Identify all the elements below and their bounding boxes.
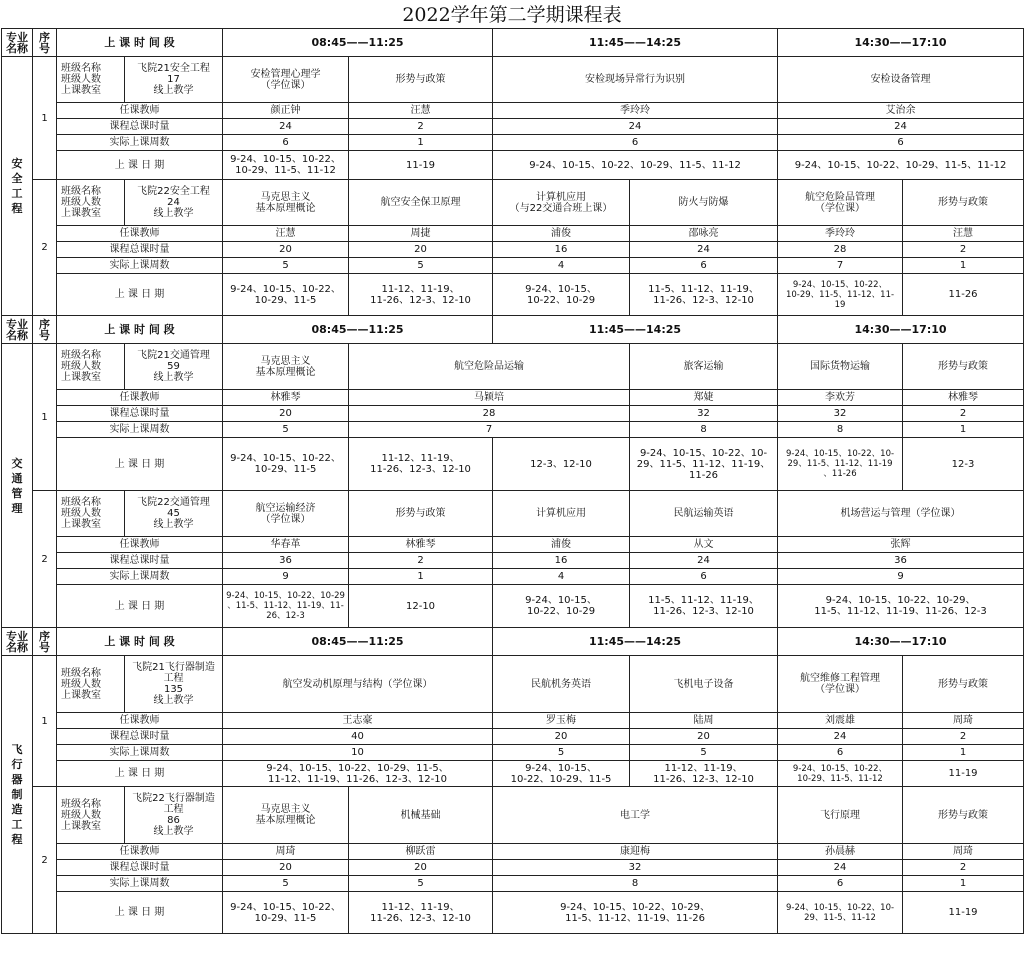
section-header-row [2,628,1024,656]
teacher-cell: 马颖培 [349,390,630,406]
hours-row [2,119,1024,135]
dates-cell: 9-24、10-15、10-22、 10-29、11-5、11-12 [223,151,349,180]
dates-cell: 9-24、10-15、10-22、10-29、 11-5、11-12、11-19、11-26 [493,892,778,934]
weeks-cell: 7 [778,258,903,274]
weeks-cell: 5 [493,745,630,761]
class-labels: 班级名称 班级人数 上课教室 [57,491,125,537]
teacher-cell: 从文 [630,537,778,553]
hours-cell: 2 [903,860,1024,876]
class-info: 飞院22交通管理 45 线上教学 [125,491,223,537]
course-row [2,344,1024,390]
hours-cell: 24 [630,242,778,258]
dates-cell: 11-5、11-12、11-19、 11-26、12-3、12-10 [630,274,778,316]
teacher-cell: 刘震雄 [778,713,903,729]
weeks-cell: 1 [349,135,493,151]
hours-cell: 16 [493,242,630,258]
dates-cell: 12-3 [903,438,1024,491]
weeks-cell: 9 [223,569,349,585]
hours-cell: 2 [903,729,1024,745]
course-name: 安检设备管理 [778,57,1024,103]
course-name: 形势与政策 [903,344,1024,390]
weeks-row [2,569,1024,585]
course-name: 航空发动机原理与结构（学位课） [223,656,493,713]
course-name: 机械基础 [349,787,493,844]
hours-cell: 20 [349,860,493,876]
weeks-cell: 8 [493,876,778,892]
major-header: 专业 名称 [2,29,33,57]
hours-cell: 24 [223,119,349,135]
teacher-cell: 周捷 [349,226,493,242]
hours-cell: 20 [630,729,778,745]
slot-midday-header: 11:45——14:25 [493,316,778,344]
row-label: 实际上课周数 [57,135,223,151]
hours-cell: 32 [493,860,778,876]
row-label: 任课教师 [57,103,223,119]
row-label: 上 课 日 期 [57,151,223,180]
weeks-cell: 10 [223,745,493,761]
dates-cell: 9-24、10-15、10-22、10- 29、11-5、11-12 [778,892,903,934]
dates-cell: 11-12、11-19、 11-26、12-3、12-10 [349,892,493,934]
dates-row [2,892,1024,934]
class-info: 飞院21安全工程 17 线上教学 [125,57,223,103]
dates-cell: 11-19 [349,151,493,180]
seq-header: 序 号 [33,316,57,344]
weeks-cell: 1 [903,258,1024,274]
dates-cell: 9-24、10-15、10-22、10- 29、11-5、11-12、11-19、 11-26 [630,438,778,491]
major-name: 交 通 管 理 [2,344,33,628]
course-name: 飞行原理 [778,787,903,844]
row-label: 上 课 日 期 [57,761,223,787]
teacher-cell: 浦俊 [493,226,630,242]
hours-row [2,860,1024,876]
row-label: 任课教师 [57,390,223,406]
teacher-row [2,844,1024,860]
hours-row [2,242,1024,258]
course-row [2,656,1024,713]
slot-midday-header: 11:45——14:25 [493,628,778,656]
hours-cell: 28 [349,406,630,422]
course-name: 民航机务英语 [493,656,630,713]
course-name: 飞机电子设备 [630,656,778,713]
teacher-cell: 艾治余 [778,103,1024,119]
course-name: 形势与政策 [349,57,493,103]
dates-cell: 12-3、12-10 [493,438,630,491]
course-name: 马克思主义 基本原理概论 [223,344,349,390]
teacher-cell: 林雅琴 [349,537,493,553]
weeks-cell: 6 [630,569,778,585]
course-name: 计算机应用 [493,491,630,537]
weeks-cell: 6 [223,135,349,151]
row-label: 实际上课周数 [57,422,223,438]
class-seq: 2 [33,787,57,934]
row-label: 任课教师 [57,844,223,860]
course-name: 马克思主义 基本原理概论 [223,180,349,226]
dates-cell: 9-24、10-15、 10-22、10-29、11-5 [493,761,630,787]
weeks-cell: 6 [493,135,778,151]
row-label: 任课教师 [57,713,223,729]
class-labels: 班级名称 班级人数 上课教室 [57,180,125,226]
teacher-row [2,390,1024,406]
weeks-cell: 5 [349,876,493,892]
hours-cell: 36 [778,553,1024,569]
hours-cell: 40 [223,729,493,745]
dates-cell: 9-24、10-15、10-22、10-29、11-5、 11-12、11-19、11-26、12-3、12-10 [223,761,493,787]
row-label: 课程总课时量 [57,860,223,876]
weeks-cell: 6 [778,876,903,892]
class-seq: 1 [33,656,57,787]
weeks-cell: 5 [349,258,493,274]
hours-cell: 24 [493,119,778,135]
teacher-cell: 颜正钟 [223,103,349,119]
slot-midday-header: 11:45——14:25 [493,29,778,57]
course-name: 机场营运与管理（学位课） [778,491,1024,537]
row-label: 实际上课周数 [57,745,223,761]
period-header: 上 课 时 间 段 [57,628,223,656]
dates-cell: 11-19 [903,761,1024,787]
teacher-row [2,537,1024,553]
dates-cell: 9-24、10-15、10-22、 10-29、11-5 [223,892,349,934]
row-label: 上 课 日 期 [57,274,223,316]
class-labels: 班级名称 班级人数 上课教室 [57,57,125,103]
weeks-cell: 5 [630,745,778,761]
course-name: 防火与防爆 [630,180,778,226]
dates-cell: 9-24、10-15、10-22、10-29 、11-5、11-12、11-19、11- 26、12-3 [223,585,349,628]
course-name: 旅客运输 [630,344,778,390]
major-name: 安 全 工 程 [2,57,33,316]
teacher-cell: 郑婕 [630,390,778,406]
teacher-cell: 林雅琴 [223,390,349,406]
teacher-cell: 汪慧 [903,226,1024,242]
teacher-row [2,713,1024,729]
slot-morning-header: 08:45——11:25 [223,29,493,57]
weeks-row [2,876,1024,892]
course-name: 航空维修工程管理 （学位课） [778,656,903,713]
hours-cell: 24 [778,860,903,876]
weeks-cell: 4 [493,258,630,274]
weeks-cell: 5 [223,422,349,438]
hours-cell: 32 [630,406,778,422]
course-name: 安检管理心理学 （学位课） [223,57,349,103]
hours-cell: 24 [778,119,1024,135]
teacher-cell: 康迎梅 [493,844,778,860]
class-labels: 班级名称 班级人数 上课教室 [57,344,125,390]
dates-cell: 9-24、10-15、10-22、10- 29、11-5、11-12、11-19 、11-26 [778,438,903,491]
course-name: 航空危险品运输 [349,344,630,390]
teacher-cell: 张辉 [778,537,1024,553]
class-labels: 班级名称 班级人数 上课教室 [57,787,125,844]
section-header-row [2,29,1024,57]
weeks-cell: 5 [223,876,349,892]
dates-cell: 9-24、10-15、10-22、 10-29、11-5、11-12 [778,761,903,787]
teacher-cell: 罗玉梅 [493,713,630,729]
dates-row [2,585,1024,628]
weeks-cell: 1 [903,745,1024,761]
dates-row [2,761,1024,787]
course-name: 形势与政策 [903,656,1024,713]
hours-cell: 20 [349,242,493,258]
course-name: 形势与政策 [349,491,493,537]
course-name: 航空安全保卫原理 [349,180,493,226]
row-label: 实际上课周数 [57,258,223,274]
weeks-cell: 4 [493,569,630,585]
course-row [2,180,1024,226]
course-name: 计算机应用 （与22交通合班上课） [493,180,630,226]
dates-cell: 9-24、10-15、10-22、10-29、11-5、11-12 [493,151,778,180]
weeks-cell: 7 [349,422,630,438]
class-seq: 2 [33,491,57,628]
dates-cell: 11-19 [903,892,1024,934]
course-name: 电工学 [493,787,778,844]
dates-cell: 11-26 [903,274,1024,316]
hours-cell: 2 [903,242,1024,258]
weeks-row [2,258,1024,274]
teacher-cell: 孙晨赫 [778,844,903,860]
dates-cell: 9-24、10-15、10-22、 10-29、11-5、11-12、11- 19 [778,274,903,316]
course-name: 安检现场异常行为识别 [493,57,778,103]
slot-afternoon-header: 14:30——17:10 [778,316,1024,344]
period-header: 上 课 时 间 段 [57,316,223,344]
course-name: 航空运输经济 （学位课） [223,491,349,537]
hours-cell: 32 [778,406,903,422]
teacher-cell: 陆周 [630,713,778,729]
course-name: 马克思主义 基本原理概论 [223,787,349,844]
weeks-row [2,422,1024,438]
hours-cell: 20 [493,729,630,745]
teacher-cell: 林雅琴 [903,390,1024,406]
weeks-cell: 5 [223,258,349,274]
course-row [2,57,1024,103]
class-seq: 1 [33,57,57,180]
dates-cell: 9-24、10-15、10-22、10-29、 11-5、11-12、11-19、11-26、12-3 [778,585,1024,628]
dates-row [2,438,1024,491]
slot-morning-header: 08:45——11:25 [223,628,493,656]
teacher-cell: 邵咏亮 [630,226,778,242]
major-header: 专业 名称 [2,316,33,344]
hours-cell: 2 [349,119,493,135]
weeks-cell: 6 [778,135,1024,151]
dates-cell: 9-24、10-15、 10-22、10-29 [493,274,630,316]
dates-cell: 9-24、10-15、10-22、 10-29、11-5 [223,438,349,491]
teacher-row [2,103,1024,119]
teacher-cell: 王志豪 [223,713,493,729]
dates-cell: 11-12、11-19、 11-26、12-3、12-10 [630,761,778,787]
dates-cell: 11-5、11-12、11-19、 11-26、12-3、12-10 [630,585,778,628]
weeks-cell: 1 [903,876,1024,892]
hours-cell: 20 [223,860,349,876]
weeks-cell: 9 [778,569,1024,585]
weeks-cell: 6 [630,258,778,274]
teacher-row [2,226,1024,242]
class-info: 飞院21交通管理 59 线上教学 [125,344,223,390]
weeks-row [2,135,1024,151]
dates-row [2,274,1024,316]
teacher-cell: 季玲玲 [493,103,778,119]
teacher-cell: 李欢芳 [778,390,903,406]
course-name: 国际货物运输 [778,344,903,390]
row-label: 课程总课时量 [57,406,223,422]
teacher-cell: 季玲玲 [778,226,903,242]
teacher-cell: 汪慧 [223,226,349,242]
hours-cell: 24 [630,553,778,569]
row-label: 上 课 日 期 [57,438,223,491]
teacher-cell: 周琦 [903,713,1024,729]
course-name: 形势与政策 [903,180,1024,226]
hours-cell: 16 [493,553,630,569]
weeks-row [2,745,1024,761]
weeks-cell: 1 [903,422,1024,438]
teacher-cell: 浦俊 [493,537,630,553]
teacher-cell: 汪慧 [349,103,493,119]
row-label: 实际上课周数 [57,876,223,892]
major-name: 飞 行 器 制 造 工 程 [2,656,33,934]
dates-row [2,151,1024,180]
dates-cell: 11-12、11-19、 11-26、12-3、12-10 [349,274,493,316]
hours-cell: 2 [349,553,493,569]
major-header: 专业 名称 [2,628,33,656]
slot-morning-header: 08:45——11:25 [223,316,493,344]
teacher-cell: 华春革 [223,537,349,553]
page-title: 2022学年第二学期课程表 [402,4,622,26]
row-label: 实际上课周数 [57,569,223,585]
course-row [2,787,1024,844]
weeks-cell: 8 [630,422,778,438]
teacher-cell: 柳跃雷 [349,844,493,860]
class-info: 飞院22安全工程 24 线上教学 [125,180,223,226]
slot-afternoon-header: 14:30——17:10 [778,29,1024,57]
weeks-cell: 8 [778,422,903,438]
weeks-cell: 1 [349,569,493,585]
schedule-table [1,28,1024,934]
weeks-cell: 6 [778,745,903,761]
hours-cell: 24 [778,729,903,745]
row-label: 任课教师 [57,226,223,242]
course-name: 民航运输英语 [630,491,778,537]
hours-cell: 2 [903,406,1024,422]
hours-cell: 28 [778,242,903,258]
row-label: 上 课 日 期 [57,585,223,628]
course-row [2,491,1024,537]
slot-afternoon-header: 14:30——17:10 [778,628,1024,656]
row-label: 课程总课时量 [57,553,223,569]
hours-row [2,729,1024,745]
dates-cell: 11-12、11-19、 11-26、12-3、12-10 [349,438,493,491]
hours-row [2,553,1024,569]
course-name: 航空危险品管理 （学位课） [778,180,903,226]
hours-cell: 20 [223,406,349,422]
course-name: 形势与政策 [903,787,1024,844]
row-label: 上 课 日 期 [57,892,223,934]
teacher-cell: 周琦 [223,844,349,860]
dates-cell: 12-10 [349,585,493,628]
dates-cell: 9-24、10-15、10-22、10-29、11-5、11-12 [778,151,1024,180]
row-label: 课程总课时量 [57,242,223,258]
class-labels: 班级名称 班级人数 上课教室 [57,656,125,713]
hours-cell: 36 [223,553,349,569]
hours-cell: 20 [223,242,349,258]
hours-row [2,406,1024,422]
teacher-cell: 周琦 [903,844,1024,860]
period-header: 上 课 时 间 段 [57,29,223,57]
row-label: 课程总课时量 [57,119,223,135]
section-header-row [2,316,1024,344]
row-label: 任课教师 [57,537,223,553]
seq-header: 序 号 [33,628,57,656]
class-info: 飞院21飞行器制造 工程 135 线上教学 [125,656,223,713]
dates-cell: 9-24、10-15、 10-22、10-29 [493,585,630,628]
seq-header: 序 号 [33,29,57,57]
class-seq: 2 [33,180,57,316]
class-info: 飞院22飞行器制造 工程 86 线上教学 [125,787,223,844]
dates-cell: 9-24、10-15、10-22、 10-29、11-5 [223,274,349,316]
row-label: 课程总课时量 [57,729,223,745]
class-seq: 1 [33,344,57,491]
